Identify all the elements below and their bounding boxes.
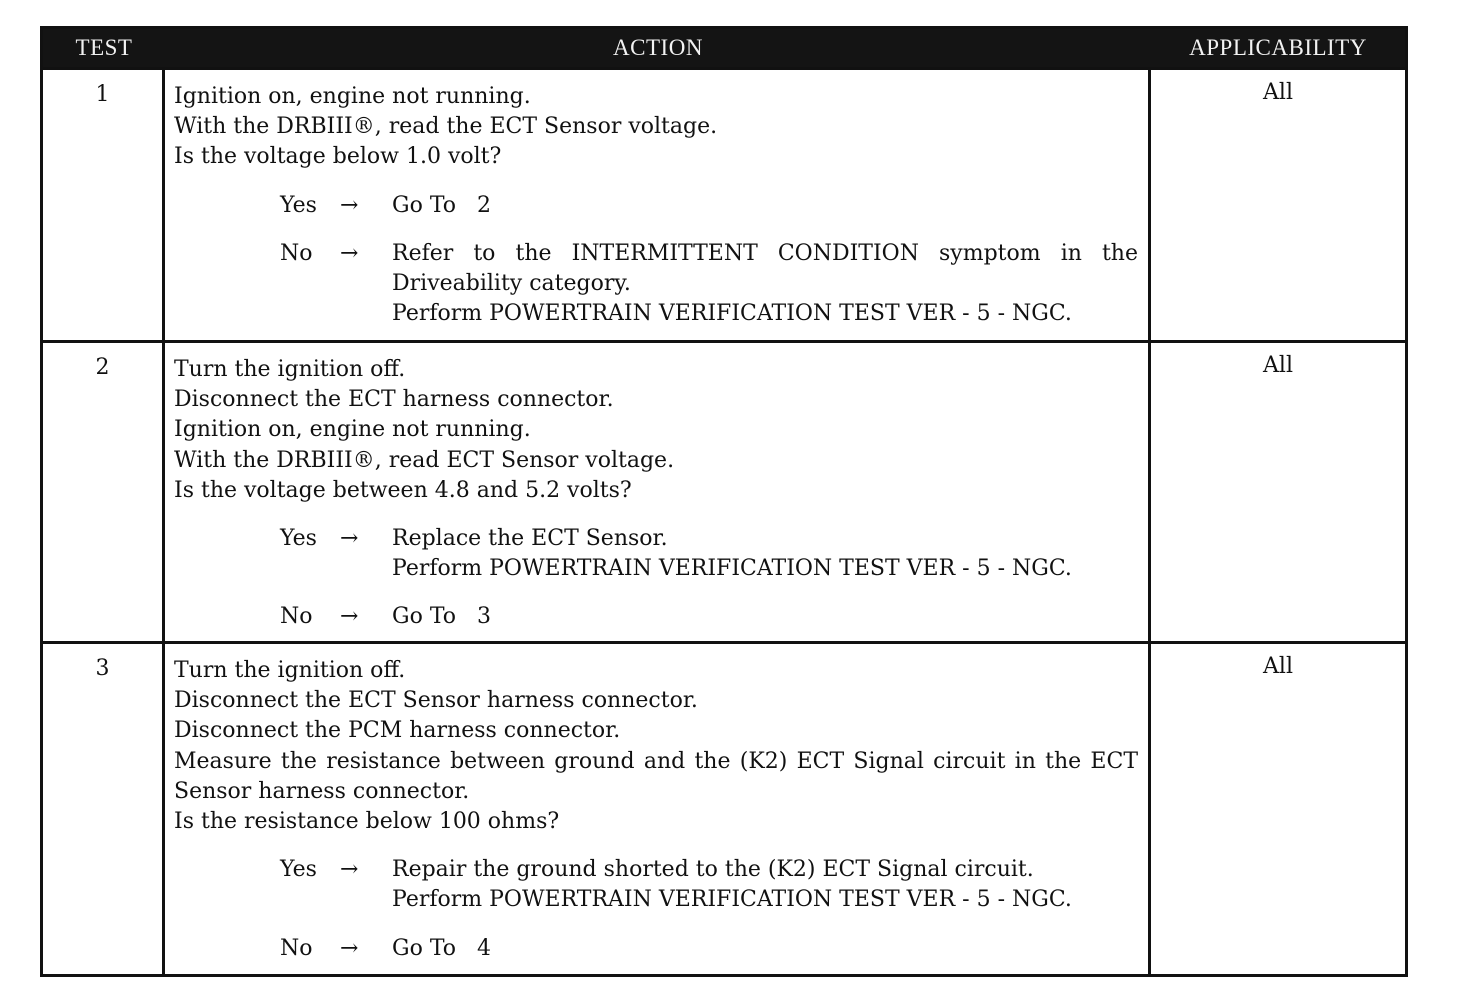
answer-yes: [280, 855, 1138, 915]
action-step: Disconnect the PCM harness connector.: [174, 718, 621, 744]
action-step: Turn the ignition off.: [174, 357, 406, 382]
action-step: Is the voltage below 1.0 volt?: [174, 144, 502, 170]
action-step: Ignition on, engine not running.: [174, 417, 531, 443]
diagnostic-test-table: [40, 26, 1408, 977]
answer-result: [392, 855, 1138, 915]
action-step: Is the resistance below 100 ohms?: [174, 809, 560, 835]
result-line: Perform POWERTRAIN VERIFICATION TEST VER - 5 - NGC.: [392, 301, 1072, 327]
answer-result: [392, 602, 1138, 632]
action-step: With the DRBIII®, read ECT Sensor voltage.: [174, 447, 675, 473]
test-row-3: [43, 641, 1405, 974]
answer-label: No: [280, 604, 313, 630]
answer-label: Yes: [280, 192, 317, 218]
result-line: Perform POWERTRAIN VERIFICATION TEST VER - 5 - NGC.: [392, 887, 1072, 913]
answer-yes: [280, 191, 1138, 221]
action-step: Is the voltage between 4.8 and 5.2 volts?: [174, 477, 632, 503]
answer-no: [280, 934, 1138, 964]
answer-label: No: [280, 240, 313, 266]
test-row-1: [43, 67, 1405, 340]
action-step: Disconnect the ECT harness connector.: [174, 387, 614, 413]
applicability-value: All: [1263, 353, 1293, 378]
header-action: ACTION: [613, 35, 703, 60]
answer-no: [280, 602, 1138, 632]
arrow-icon: →: [340, 192, 359, 218]
result-line: Replace the ECT Sensor.: [392, 526, 668, 552]
action-step: Ignition on, engine not running.: [174, 84, 531, 109]
answer-result: [392, 239, 1138, 330]
header-applicability: APPLICABILITY: [1189, 35, 1367, 60]
test-number: 2: [43, 343, 165, 643]
answer-no: [280, 239, 1138, 330]
answers: [174, 855, 1138, 964]
answer-result: [392, 934, 1138, 964]
answer-label: Yes: [280, 857, 317, 883]
applicability-value: All: [1263, 80, 1293, 105]
action-step: Sensor harness connector.: [174, 778, 470, 804]
result-line: Refer to the INTERMITTENT CONDITION symptom in the: [392, 240, 1138, 266]
answer-yes: [280, 524, 1138, 584]
result-line: Repair the ground shorted to the (K2) ECT Signal circuit.: [392, 857, 1034, 883]
result-line: Go To 4: [392, 935, 491, 961]
result-line: Perform POWERTRAIN VERIFICATION TEST VER - 5 - NGC.: [392, 556, 1072, 582]
answers: [174, 524, 1138, 633]
action-cell: [165, 70, 1151, 340]
answer-result: [392, 524, 1138, 584]
action-step: Turn the ignition off.: [174, 658, 406, 683]
answer-label: Yes: [280, 526, 317, 552]
test-number: 3: [43, 644, 165, 974]
arrow-icon: →: [340, 857, 359, 883]
result-line: Driveability category.: [392, 271, 631, 297]
test-row-2: [43, 340, 1405, 641]
table-header: [43, 29, 1405, 67]
result-line: Go To 2: [392, 192, 491, 218]
answer-result: [392, 191, 1138, 221]
action-step: Disconnect the ECT Sensor harness connector.: [174, 688, 698, 714]
action-cell: [165, 644, 1151, 974]
answers: [174, 191, 1138, 330]
action-cell: [165, 343, 1151, 643]
header-test: TEST: [75, 35, 133, 60]
arrow-icon: →: [340, 604, 359, 630]
answer-label: No: [280, 935, 313, 961]
action-step: With the DRBIII®, read the ECT Sensor voltage.: [174, 114, 718, 140]
arrow-icon: →: [340, 240, 359, 266]
test-number: 1: [43, 70, 165, 340]
result-line: Go To 3: [392, 604, 491, 630]
action-step: Measure the resistance between ground and the (K2) ECT Signal circuit in the ECT: [174, 748, 1138, 774]
applicability-value: All: [1263, 654, 1293, 679]
arrow-icon: →: [340, 935, 359, 961]
arrow-icon: →: [340, 526, 359, 552]
